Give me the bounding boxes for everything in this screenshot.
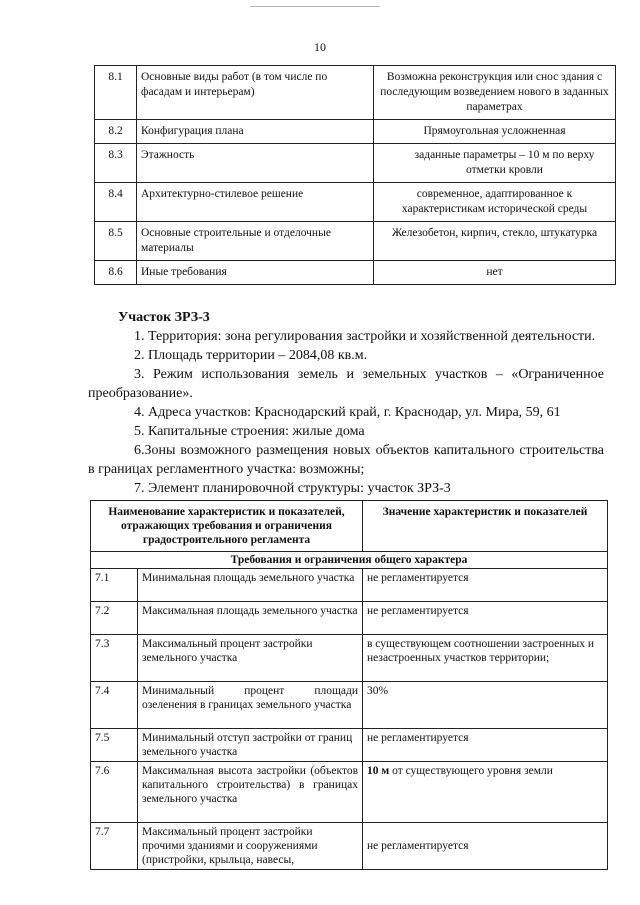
paragraph-area: 2. Площадь территории – 2084,08 кв.м. (134, 348, 368, 363)
value-bold: 10 м (367, 765, 390, 777)
row-name: Этажность (137, 144, 374, 183)
row-value: Прямоугольная усложненная (374, 120, 616, 144)
paragraph-buildings: 5. Капитальные строения: жилые дома (134, 424, 365, 439)
table-row (91, 729, 608, 762)
row-number: 7.5 (91, 729, 138, 762)
row-number: 8.4 (95, 183, 137, 222)
row-number: 7.2 (91, 602, 138, 635)
row-name: Архитектурно-стилевое решение (137, 183, 374, 222)
table-row (91, 635, 608, 682)
table-row (91, 682, 608, 729)
row-value: не регламентируется (363, 569, 608, 602)
row-number: 8.1 (95, 66, 137, 120)
row-number: 7.7 (91, 823, 138, 870)
row-number: 7.1 (91, 569, 138, 602)
row-number: 7.4 (91, 682, 138, 729)
row-name: Основные строительные и отделочные материалы (137, 222, 374, 261)
row-value: не регламентируется (363, 602, 608, 635)
header-name: Наименование характеристик и показателей, отражающих требования и ограничения градостроительного регламента (91, 501, 363, 552)
table-row (91, 602, 608, 635)
row-value: современное, адаптированное к характеристикам исторической среды (374, 183, 616, 222)
table-regulations (90, 500, 608, 870)
paragraph-territory: 1. Территория: зона регулирования застройки и хозяйственной деятельности. (134, 329, 596, 344)
section-title: Участок ЗРЗ-3 (118, 310, 210, 325)
row-value: не регламентируется (363, 729, 608, 762)
row-value: Возможна реконструкция или снос здания с последующим возведением нового в заданных параметрах (374, 66, 616, 120)
paragraph-planning-element: 7. Элемент планировочной структуры: участок ЗРЗ-3 (134, 481, 451, 496)
row-number: 8.2 (95, 120, 137, 144)
table-header-row (91, 501, 608, 552)
row-number: 8.5 (95, 222, 137, 261)
row-name: Максимальный процент застройки прочими зданиями и сооружениями (пристройки, крыльца, навесы, (138, 823, 363, 870)
row-name: Минимальный отступ застройки от границ земельного участка (138, 729, 363, 762)
row-name: Максимальная площадь земельного участка (138, 602, 363, 635)
table-row (95, 261, 616, 285)
row-name: Конфигурация плана (137, 120, 374, 144)
header-value: Значение характеристик и показателей (363, 501, 608, 552)
row-value: Железобетон, кирпич, стекло, штукатурка (374, 222, 616, 261)
row-value: 30% (363, 682, 608, 729)
table-subheader-row (91, 552, 608, 569)
table-row (91, 762, 608, 823)
section-paragraphs (88, 327, 604, 498)
row-name: Основные виды работ (в том числе по фасадам и интерьерам) (137, 66, 374, 120)
row-name: Иные требования (137, 261, 374, 285)
table-row (95, 222, 616, 261)
table-row (91, 569, 608, 602)
paragraph-new-objects: 6.Зоны возможного размещения новых объектов капитального строительства в границах регламентного участка: возможны; (88, 443, 604, 477)
value-rest: от существующего уровня земли (389, 765, 553, 777)
row-value: заданные параметры – 10 м по верху отметки кровли (374, 144, 616, 183)
table-row (91, 823, 608, 870)
table-row (95, 144, 616, 183)
paragraph-addresses: 4. Адреса участков: Краснодарский край, г. Краснодар, ул. Мира, 59, 61 (134, 405, 561, 420)
row-name: Минимальная площадь земельного участка (138, 569, 363, 602)
paragraph-land-use-mode: 3. Режим использования земель и земельных участков – «Ограниченное преобразование». (88, 367, 604, 401)
row-value (363, 762, 608, 823)
table-row (95, 120, 616, 144)
row-value: не регламентируется (363, 823, 608, 870)
row-value: в существующем соотношении застроенных и незастроенных участков территории; (363, 635, 608, 682)
row-number: 7.3 (91, 635, 138, 682)
table-row (95, 66, 616, 120)
top-scan-line (250, 6, 380, 7)
table-row (95, 183, 616, 222)
row-number: 8.6 (95, 261, 137, 285)
row-value: нет (374, 261, 616, 285)
table-building-parameters (94, 65, 616, 285)
row-name: Максимальный процент застройки земельного участка (138, 635, 363, 682)
subheader: Требования и ограничения общего характера (91, 552, 608, 569)
row-number: 8.3 (95, 144, 137, 183)
page-number: 10 (314, 40, 326, 54)
row-name: Минимальный процент площади озеленения в границах земельного участка (138, 682, 363, 729)
row-name: Максимальная высота застройки (объектов капитального строительства) в границах земельного участка (138, 762, 363, 823)
row-number: 7.6 (91, 762, 138, 823)
